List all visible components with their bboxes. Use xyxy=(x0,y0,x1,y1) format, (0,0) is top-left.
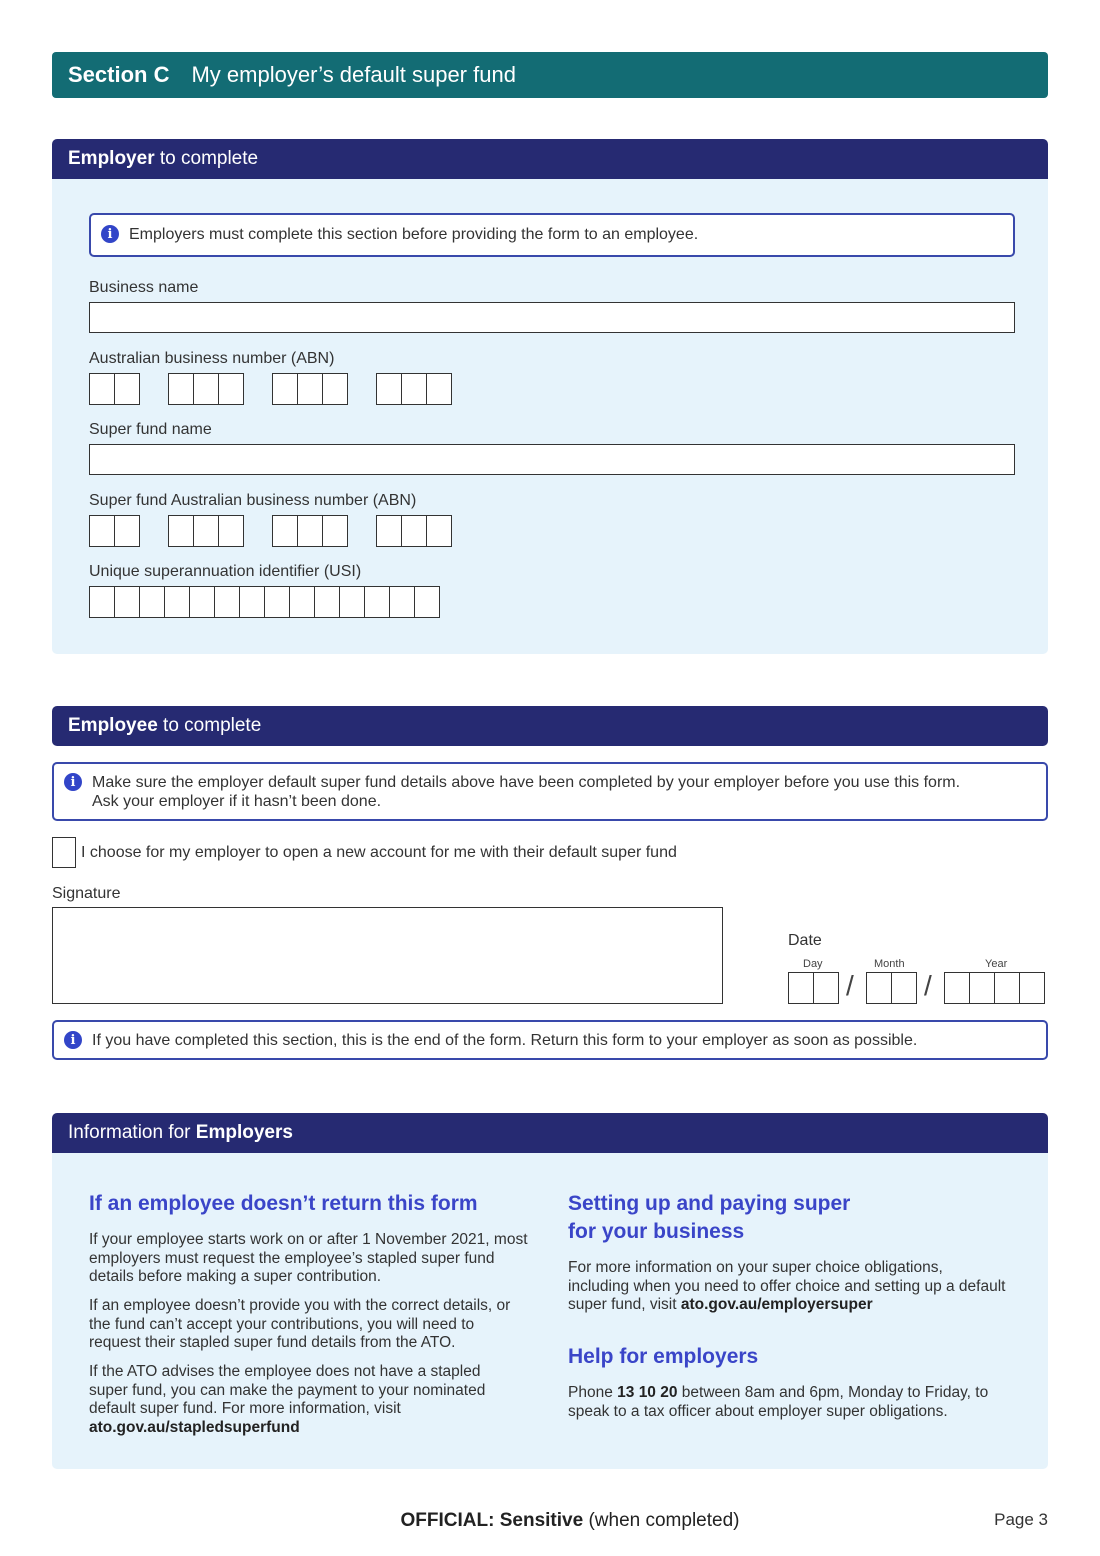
section-label: Section C xyxy=(68,62,170,87)
employee-info-line1: Make sure the employer default super fund details above have been completed by your employer before you use this form. xyxy=(92,774,961,791)
col2-para2-pre: Phone xyxy=(568,1384,618,1401)
col1-para3-text: If the ATO advises the employee does not have a stapled super fund, you can make the payment to your nominated default super fund. For more information, visit xyxy=(89,1363,486,1417)
business-name-field[interactable] xyxy=(89,302,1015,333)
employee-panel-header xyxy=(52,706,1048,746)
col1-para1: If your employee starts work on or after 1 November 2021, most employers must request the employee’s stapled super fund details before making a super contribution. xyxy=(89,1231,528,1285)
end-info-box xyxy=(52,1020,1048,1060)
info-header-bold: Employers xyxy=(195,1122,293,1143)
usi-field[interactable] xyxy=(89,586,440,618)
info-icon: i xyxy=(64,773,82,791)
abn-field[interactable] xyxy=(89,373,480,405)
employee-info-box xyxy=(52,762,1048,821)
day-label: Day xyxy=(803,958,823,970)
col2-para1 xyxy=(568,1259,1008,1315)
info-icon: i xyxy=(101,225,119,243)
business-name-label: Business name xyxy=(89,279,199,296)
page-number: Page 3 xyxy=(994,1510,1048,1529)
fund-name-field[interactable] xyxy=(89,444,1015,475)
col1-para3 xyxy=(89,1363,509,1437)
employer-header-rest: to complete xyxy=(154,148,259,169)
employer-header-bold: Employer xyxy=(68,148,155,169)
year-label: Year xyxy=(985,958,1008,970)
date-day-field[interactable] xyxy=(788,972,838,1004)
employer-super-link[interactable]: ato.gov.au/employersuper xyxy=(680,1296,873,1313)
date-separator: / xyxy=(846,970,854,1001)
employer-info-text: Employers must complete this section before providing the form to an employee. xyxy=(129,226,699,243)
abn-label: Australian business number (ABN) xyxy=(89,350,335,367)
info-icon: i xyxy=(64,1031,82,1049)
col2-heading1-line2: for your business xyxy=(568,1220,745,1243)
date-label: Date xyxy=(788,932,822,949)
fund-abn-field[interactable] xyxy=(89,515,480,547)
col2-para2-post: between 8am and 6pm, Monday to Friday, to speak to a tax officer about employer super obligations. xyxy=(568,1384,989,1420)
col2-heading1-line1: Setting up and paying super xyxy=(568,1192,851,1215)
default-fund-checkbox[interactable] xyxy=(52,837,76,868)
col2-heading2: Help for employers xyxy=(568,1345,759,1368)
employee-header-rest: to complete xyxy=(157,715,262,736)
section-title-bar xyxy=(52,52,1048,98)
date-month-field[interactable] xyxy=(866,972,916,1004)
official-sensitive: OFFICIAL: Sensitive xyxy=(400,1510,584,1531)
date-separator: / xyxy=(924,970,932,1001)
employee-info-line2: Ask your employer if it hasn’t been done. xyxy=(92,793,382,810)
employer-panel-header xyxy=(52,139,1048,179)
col1-para2: If an employee doesn’t provide you with the correct details, or the fund can’t accept your contributions, you will need to request their stapled super fund details from the ATO. xyxy=(89,1297,511,1351)
month-label: Month xyxy=(874,958,905,970)
col2-para1-text: For more information on your super choice obligations, including when you need to offer choice and setting up a default super fund, visit xyxy=(568,1259,1006,1313)
col2-para2 xyxy=(568,1384,1008,1421)
signature-label: Signature xyxy=(52,885,121,902)
official-rest: (when completed) xyxy=(583,1510,740,1531)
phone-number: 13 10 20 xyxy=(617,1384,678,1401)
fund-abn-label: Super fund Australian business number (ABN) xyxy=(89,492,417,509)
signature-field[interactable] xyxy=(52,907,723,1004)
date-year-field[interactable] xyxy=(944,972,1044,1004)
info-header-rest: Information for xyxy=(68,1122,196,1143)
employer-info-box xyxy=(89,213,1015,257)
col2-heading1 xyxy=(568,1190,850,1246)
end-info-text: If you have completed this section, this is the end of the form. Return this form to your employer as soon as possible. xyxy=(92,1032,918,1049)
stapled-super-link[interactable]: ato.gov.au/stapledsuperfund xyxy=(89,1418,300,1436)
default-fund-checkbox-label: I choose for my employer to open a new account for me with their default super fund xyxy=(81,844,677,861)
col1-heading: If an employee doesn’t return this form xyxy=(89,1192,478,1215)
usi-label: Unique superannuation identifier (USI) xyxy=(89,563,362,580)
section-title: My employer’s default super fund xyxy=(191,62,516,87)
classification-footer xyxy=(0,1510,1100,1532)
fund-name-label: Super fund name xyxy=(89,421,212,438)
info-employers-header xyxy=(52,1113,1048,1153)
employee-header-bold: Employee xyxy=(68,715,158,736)
